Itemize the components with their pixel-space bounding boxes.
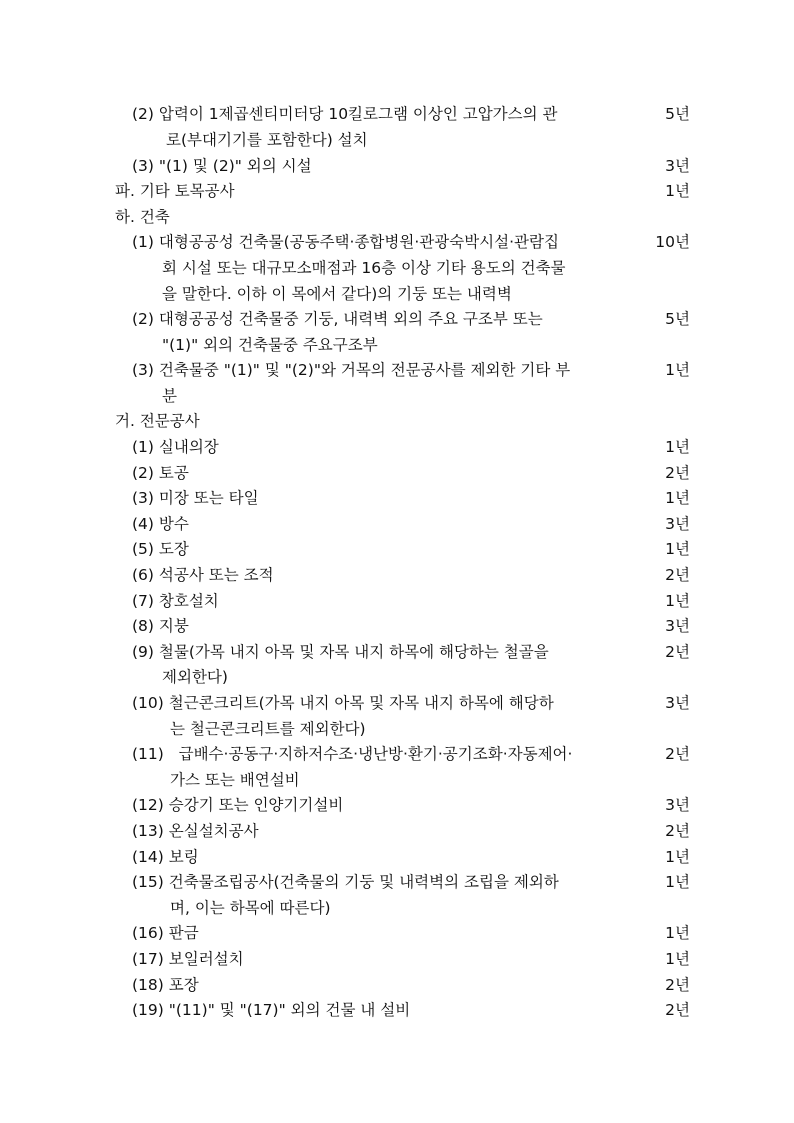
item-line: (19) "(11)" 및 "(17)" 외의 건물 내 설비 [132, 1001, 411, 1019]
period-value: 1년 [665, 438, 690, 456]
item-line: (12) 승강기 또는 인양기기설비 [132, 796, 344, 814]
period-value: 1년 [665, 592, 690, 610]
period-value: 2년 [665, 745, 690, 763]
item-line-continued: 제외한다) [162, 668, 228, 686]
item-line: (9) 철물(가목 내지 아목 및 자목 내지 하목에 해당하는 철골을 [132, 643, 549, 661]
period-value: 2년 [665, 822, 690, 840]
period-value: 1년 [665, 873, 690, 891]
section-heading: 하. 건축 [115, 208, 170, 226]
period-value: 5년 [665, 310, 690, 328]
item-line: (6) 석공사 또는 조적 [132, 566, 274, 584]
period-value: 1년 [665, 540, 690, 558]
section-heading: 거. 전문공사 [115, 412, 200, 430]
item-line: (18) 포장 [132, 976, 199, 994]
period-value: 1년 [665, 924, 690, 942]
item-line-continued: 며, 이는 하목에 따른다) [170, 899, 331, 917]
item-line-continued: "(1)" 외의 건축물중 주요구조부 [162, 336, 378, 354]
item-line-continued: 로(부대기기를 포함한다) 설치 [166, 131, 368, 149]
period-value: 2년 [665, 1001, 690, 1019]
period-value: 3년 [665, 157, 690, 175]
period-value: 2년 [665, 643, 690, 661]
item-line: (3) 미장 또는 타일 [132, 489, 259, 507]
item-line: (1) 대형공공성 건축물(공동주택·종합병원·관광숙박시설·관람집 [132, 233, 559, 251]
section-heading: 파. 기타 토목공사 [115, 182, 235, 200]
item-line: (14) 보링 [132, 848, 199, 866]
period-value: 3년 [665, 796, 690, 814]
period-value: 1년 [665, 182, 690, 200]
period-value: 3년 [665, 617, 690, 635]
item-line: (3) "(1) 및 (2)" 외의 시설 [132, 157, 312, 175]
item-line-continued: 는 철근콘크리트를 제외한다) [170, 720, 366, 738]
item-line: (2) 압력이 1제곱센티미터당 10킬로그램 이상인 고압가스의 관 [132, 105, 558, 123]
item-line: (8) 지붕 [132, 617, 189, 635]
period-value: 2년 [665, 464, 690, 482]
item-line: (5) 도장 [132, 540, 189, 558]
item-line: (17) 보일러설치 [132, 950, 244, 968]
period-value: 10년 [655, 233, 690, 251]
period-value: 3년 [665, 515, 690, 533]
period-value: 1년 [665, 848, 690, 866]
item-line: (2) 대형공공성 건축물중 기둥, 내력벽 외의 주요 구조부 또는 [132, 310, 543, 328]
period-value: 2년 [665, 976, 690, 994]
period-value: 1년 [665, 489, 690, 507]
item-line-continued: 회 시설 또는 대규모소매점과 16층 이상 기타 용도의 건축물 [162, 259, 566, 277]
item-line: (3) 건축물중 "(1)" 및 "(2)"와 거목의 전문공사를 제외한 기타 부 [132, 361, 571, 379]
item-line: (13) 온실설치공사 [132, 822, 259, 840]
item-line: (7) 창호설치 [132, 592, 219, 610]
item-line-continued: 분 [162, 387, 177, 405]
item-line: (2) 토공 [132, 464, 189, 482]
item-line-continued: 을 말한다. 이하 이 목에서 같다)의 기둥 또는 내력벽 [162, 285, 512, 303]
item-line: (11) 급배수·공동구·지하저수조·냉난방·환기·공기조화·자동제어· [132, 745, 573, 763]
item-line: (16) 판금 [132, 924, 199, 942]
item-line-continued: 가스 또는 배연설비 [170, 771, 300, 789]
period-value: 3년 [665, 694, 690, 712]
item-line: (4) 방수 [132, 515, 189, 533]
period-value: 1년 [665, 950, 690, 968]
period-value: 2년 [665, 566, 690, 584]
period-value: 1년 [665, 361, 690, 379]
item-line: (15) 건축물조립공사(건축물의 기둥 및 내력벽의 조립을 제외하 [132, 873, 559, 891]
item-line: (10) 철근콘크리트(가목 내지 아목 및 자목 내지 하목에 해당하 [132, 694, 554, 712]
period-value: 5년 [665, 105, 690, 123]
item-line: (1) 실내의장 [132, 438, 219, 456]
